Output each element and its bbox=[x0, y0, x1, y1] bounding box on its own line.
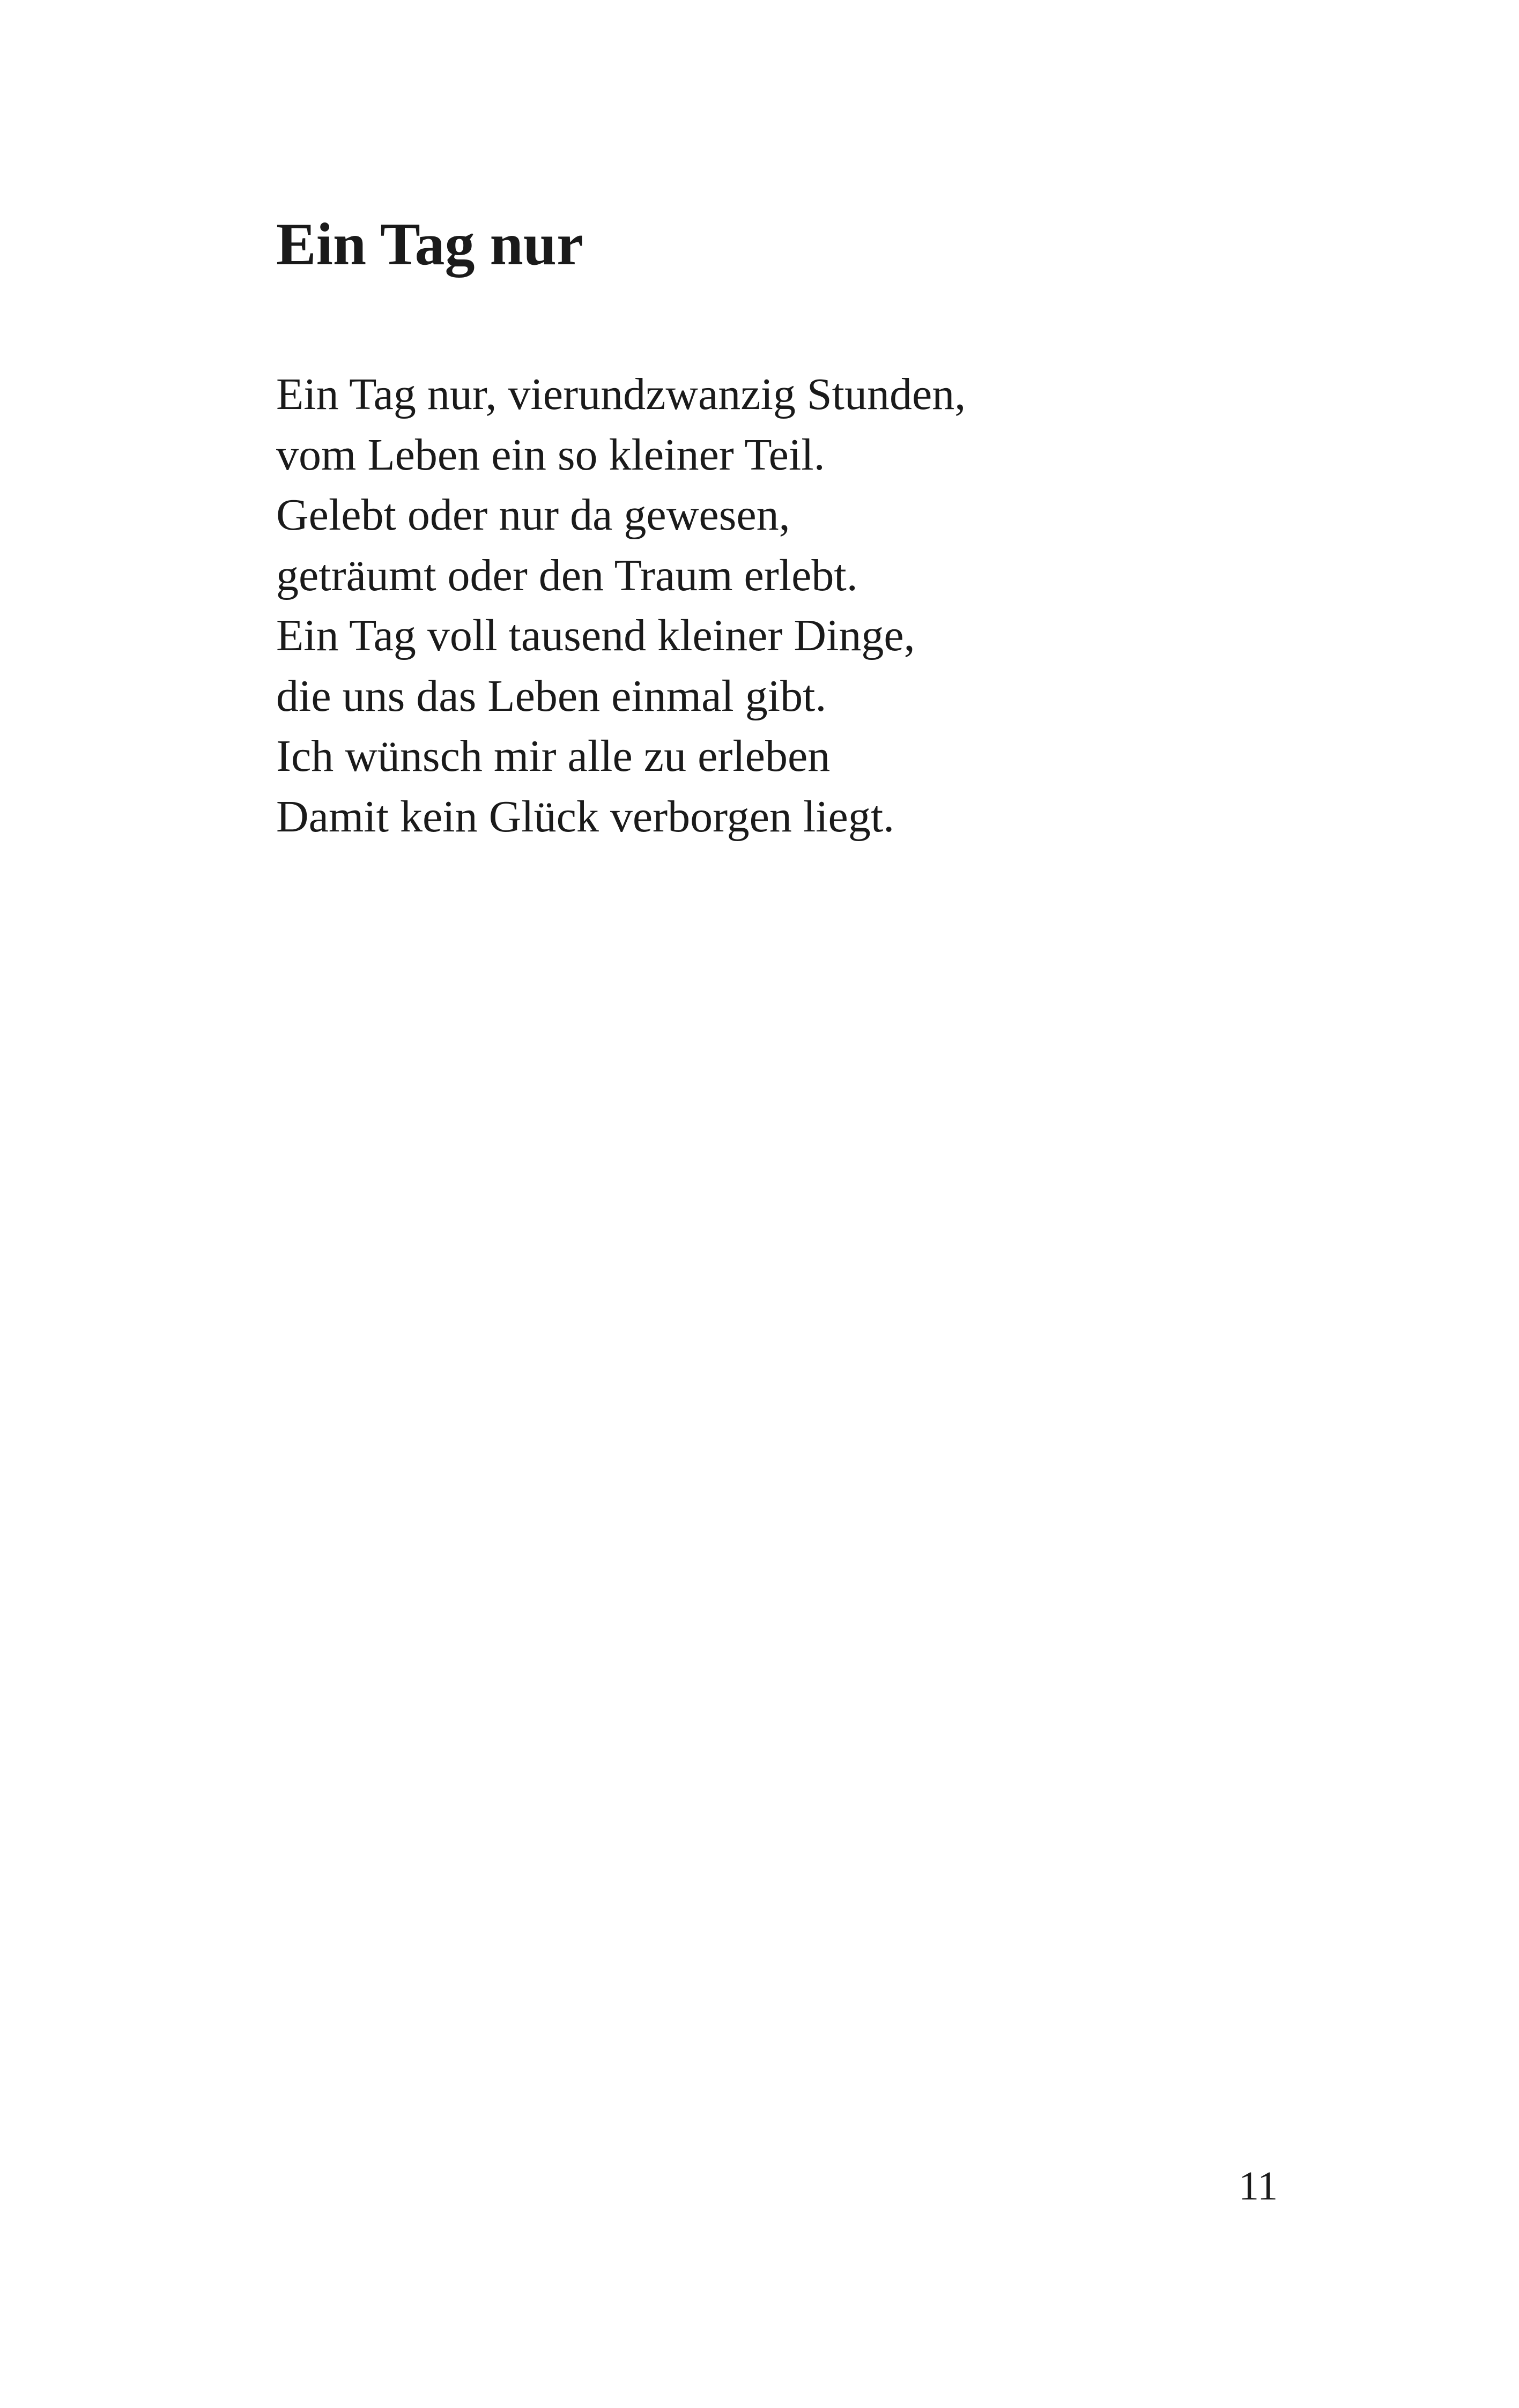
poem-line: Ich wünsch mir alle zu erleben bbox=[276, 731, 831, 781]
poem-stanza bbox=[276, 365, 966, 847]
poem-line: geträumt oder den Traum erlebt. bbox=[276, 550, 858, 600]
poem-title: Ein Tag nur bbox=[276, 211, 583, 278]
poem-line: Damit kein Glück verborgen liegt. bbox=[276, 791, 895, 842]
poem-line: die uns das Leben einmal gibt. bbox=[276, 671, 827, 721]
poem-line: Ein Tag nur, vierundzwanzig Stunden, bbox=[276, 369, 966, 419]
poem-line: vom Leben ein so kleiner Teil. bbox=[276, 429, 825, 480]
poem-line: Gelebt oder nur da gewesen, bbox=[276, 490, 790, 540]
page-number: 11 bbox=[1239, 2164, 1278, 2209]
poem-line: Ein Tag voll tausend kleiner Dinge, bbox=[276, 611, 915, 660]
